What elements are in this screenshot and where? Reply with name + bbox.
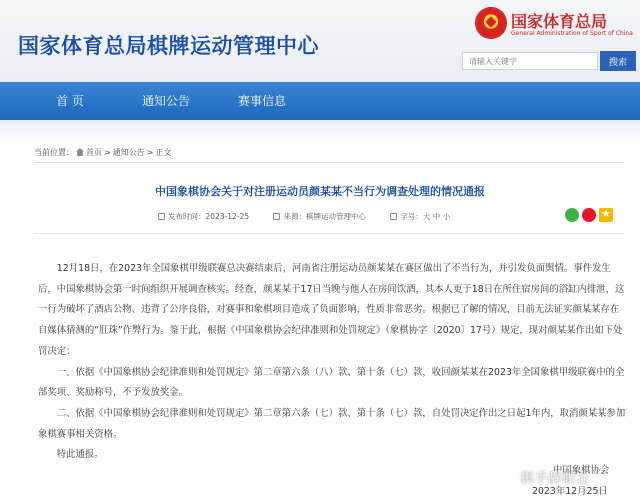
nav-item-notices[interactable]: 通知公告: [141, 94, 190, 108]
org-name-en: General Administration of Sport of China: [511, 30, 633, 37]
nav-item-home[interactable]: 首 页: [56, 94, 84, 108]
publish-date: 发布时间：2023-12-25: [168, 212, 250, 221]
nav-shadow: [0, 120, 640, 142]
search-input[interactable]: [462, 52, 598, 70]
breadcrumb-separator: >: [146, 148, 154, 157]
breadcrumb-prefix: 当前位置：: [34, 148, 74, 157]
site-header: [0, 0, 640, 82]
article-paragraph: 12月18日，在2023年全国象棋甲级联赛总决赛结束后，河南省注册运动员颜某某在赛区做出了不当行为，并引发负面舆情。事件发生后，中国象棋协会第一时间组织开展调查核实。经查，颜某某于17日当晚与他人在房间饮酒，其本人更于18日在所住宿房间的浴缸内排泄，这一行为破坏了酒店公物、违背了公序良俗，对赛事和象棋项目造成了负面影响，性质非常恶劣。根据已了解的情况，目前无法证实颜某某存在自媒体猜测的“肛珠”作弊行为。鉴于此，根据《中国象棋协会纪律准则和处罚规定》（象棋协字〔2020〕17号）规定，现对颜某某作出如下处罚决定：: [38, 263, 625, 357]
article-paragraph: 特此通报。: [56, 449, 104, 461]
divider: [34, 233, 624, 234]
article-title: 中国象棋协会关于对注册运动员颜某某不当行为调查处理的情况通报: [155, 185, 485, 198]
main-nav: [0, 82, 640, 120]
calendar-icon: [158, 213, 165, 220]
divider: [34, 162, 624, 163]
watermark: 棋手辞职在: [520, 471, 590, 487]
breadcrumb-separator: >: [104, 148, 111, 157]
article-paragraph: 一、依据《中国象棋协会纪律准则和处罚规定》第二章第六条（八）款、第十条（七）款，收回颜某某在2023年全国象棋甲级联赛中的全部奖项、奖励称号，不予发放奖金。: [38, 366, 625, 399]
font-size-control[interactable]: 字号：大 中 小: [400, 212, 451, 221]
article-paragraph: 二、依据《中国象棋协会纪律准则和处罚规定》第二章第六条（七）款、第十条（七）款，自处罚决定作出之日起1年内，取消颜某某参加象棋赛事相关资格。: [38, 407, 626, 440]
org-name-cn: 国家体育总局: [511, 12, 608, 31]
qzone-icon[interactable]: [599, 208, 613, 222]
breadcrumb: [34, 147, 173, 158]
article-meta: [158, 211, 472, 222]
breadcrumb-home[interactable]: 首页: [86, 148, 102, 157]
breadcrumb-current: 正文: [155, 148, 172, 157]
home-icon: [76, 148, 84, 156]
national-emblem-icon: [476, 8, 506, 38]
breadcrumb-notices[interactable]: 通知公告: [112, 148, 145, 157]
source-icon: [273, 213, 280, 220]
signature-date: 2023年12月25日: [532, 486, 608, 497]
weibo-icon[interactable]: [582, 208, 596, 222]
signature-org: 中国象棋协会: [553, 465, 610, 476]
site-title[interactable]: 国家体育总局棋牌运动管理中心: [18, 34, 319, 58]
wechat-icon[interactable]: [565, 208, 579, 222]
font-size-icon: [390, 213, 397, 220]
article-source: 来源：棋牌运动管理中心: [283, 212, 366, 221]
search-button[interactable]: 搜索: [600, 51, 636, 71]
nav-item-events[interactable]: 赛事信息: [237, 94, 286, 108]
article-body: [38, 259, 628, 466]
